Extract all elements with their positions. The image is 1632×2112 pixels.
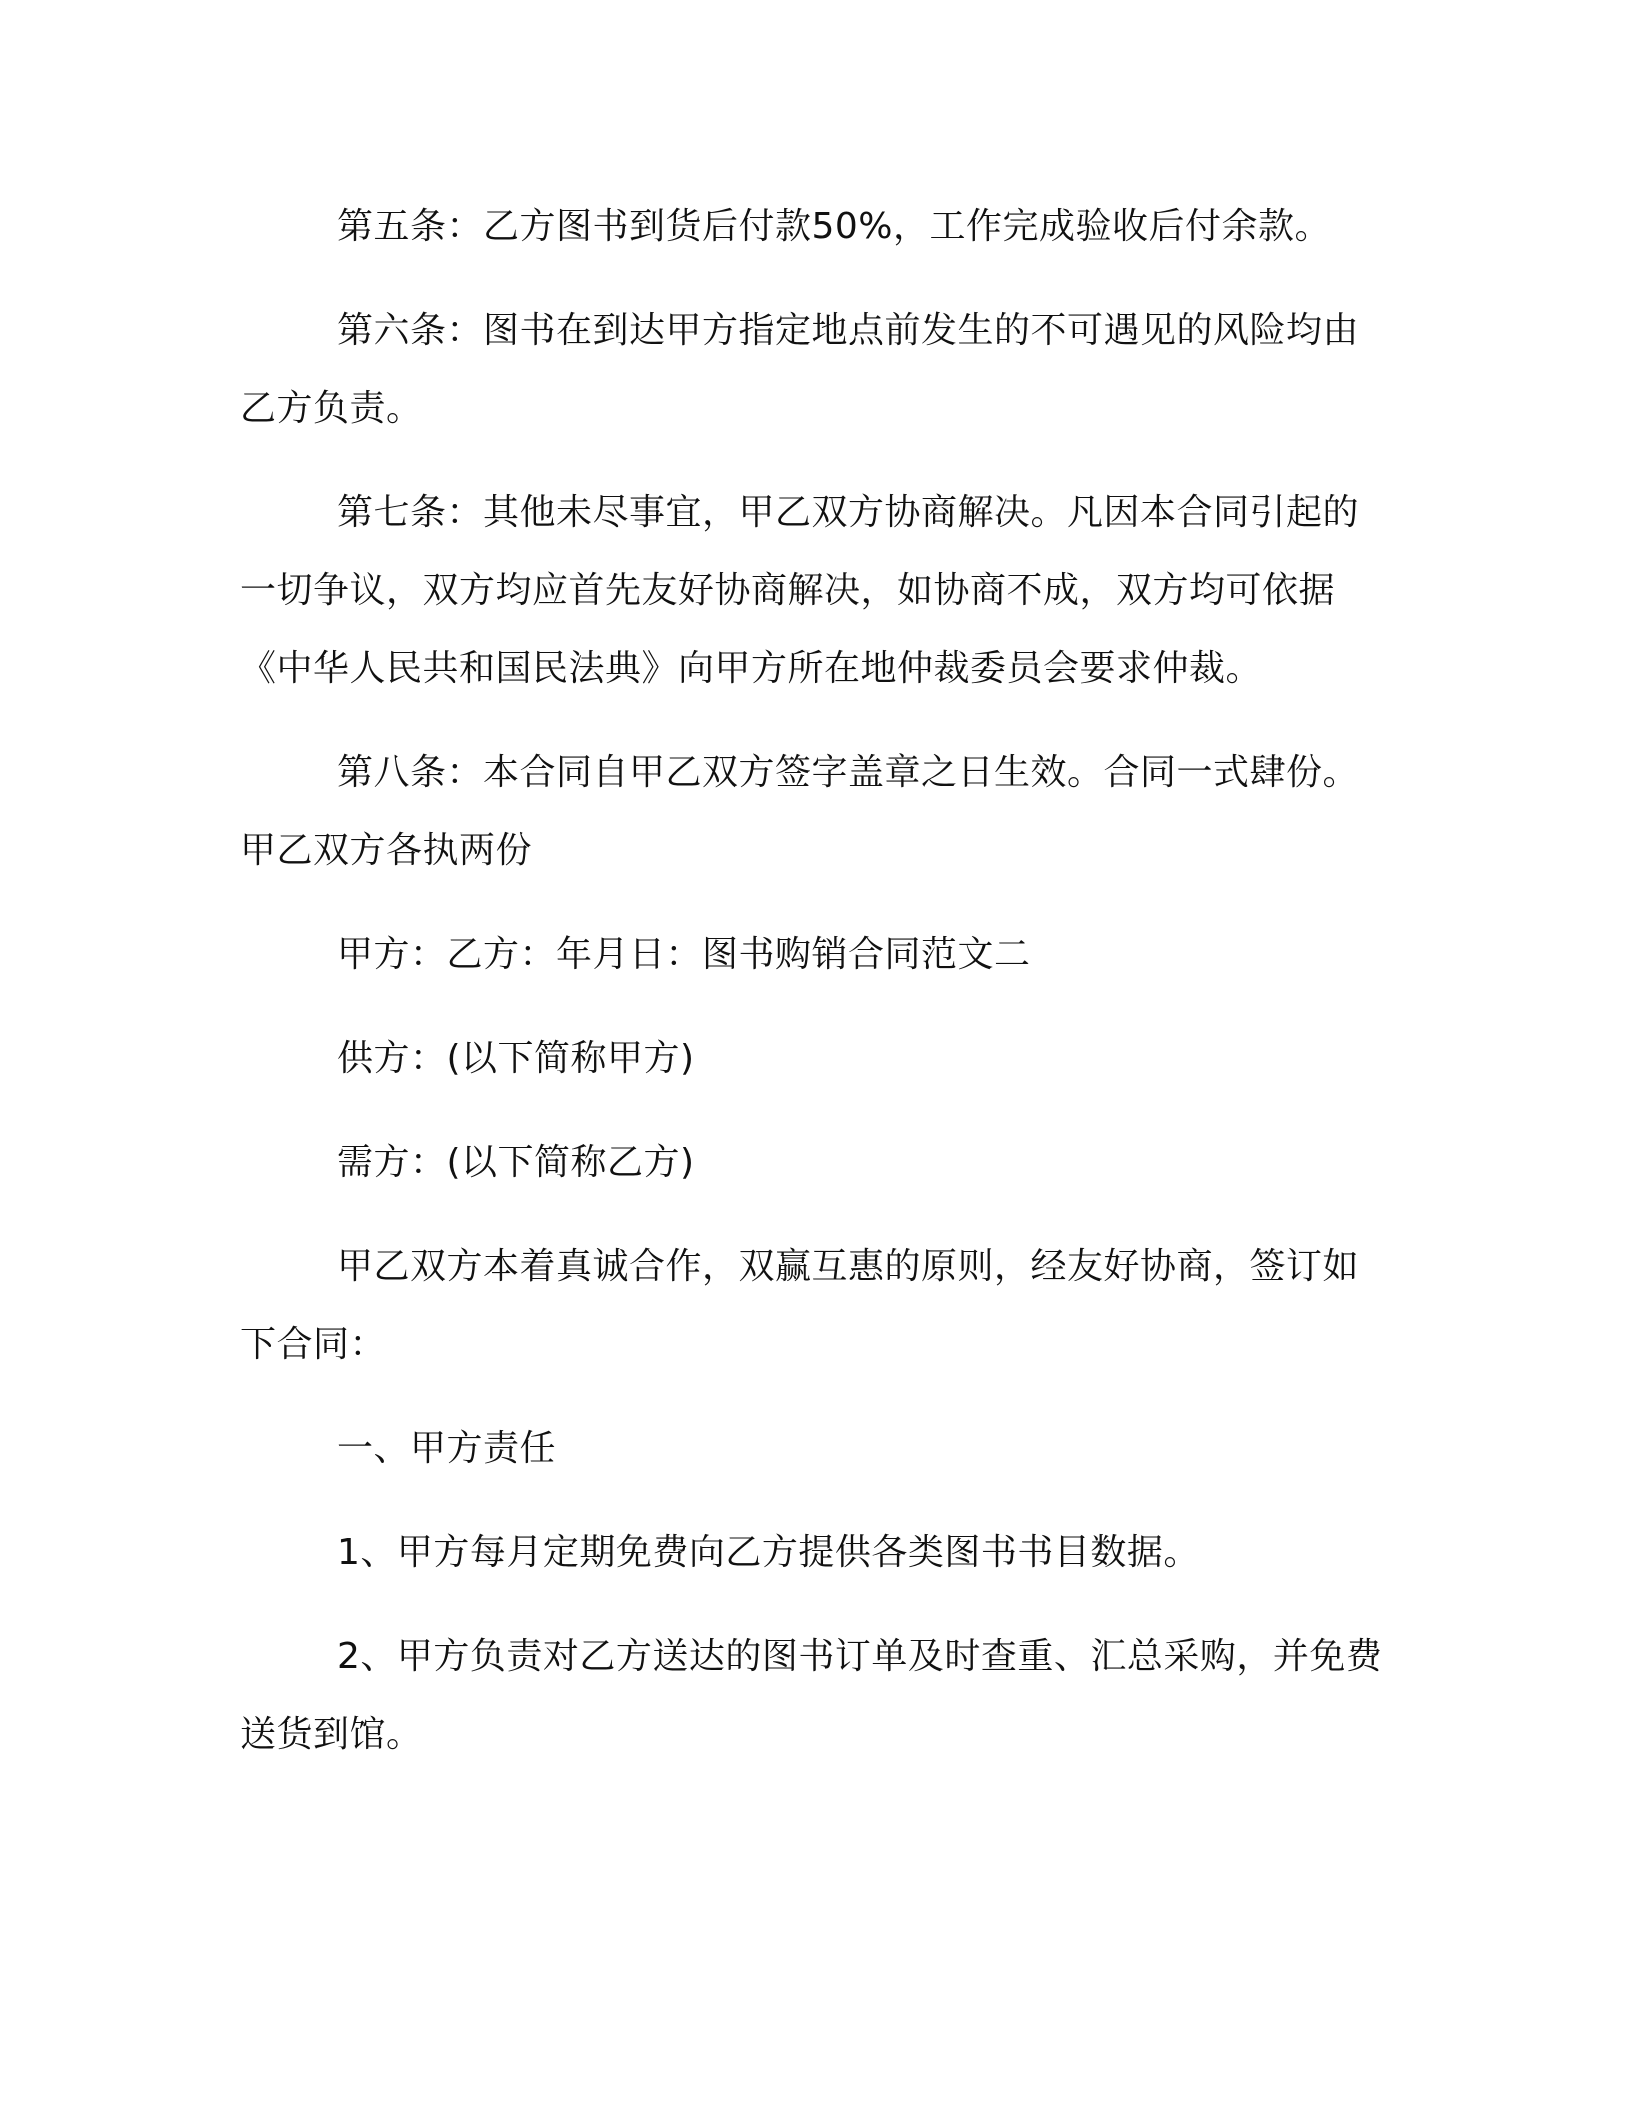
party-a-item-1: 1、甲方每月定期免费向乙方提供各类图书书目数据。 [337, 1532, 1200, 1573]
section-heading-party-a: 一、甲方责任 [337, 1428, 557, 1469]
preamble: 甲乙双方本着真诚合作，双赢互惠的原则，经友好协商，签订如下合同： [240, 1246, 1360, 1365]
supplier-line: 供方：(以下简称甲方) [337, 1038, 695, 1079]
party-a-item-2: 2、甲方负责对乙方送达的图书订单及时查重、汇总采购，并免费送货到馆。 [240, 1636, 1383, 1755]
clause-8: 第八条：本合同自甲乙双方签字盖章之日生效。合同一式肆份。甲乙双方各执两份 [240, 752, 1360, 871]
document-body [240, 188, 1392, 1800]
buyer-line: 需方：(以下简称乙方) [337, 1142, 695, 1183]
clause-5: 第五条：乙方图书到货后付款50%，工作完成验收后付余款。 [337, 206, 1332, 247]
signature-line: 甲方：乙方：年月日：图书购销合同范文二 [337, 934, 1031, 975]
clause-7: 第七条：其他未尽事宜，甲乙双方协商解决。凡因本合同引起的一切争议，双方均应首先友好协商解决，如协商不成，双方均可依据《中华人民共和国民法典》向甲方所在地仲裁委员会要求仲裁。 [240, 492, 1360, 689]
clause-6: 第六条：图书在到达甲方指定地点前发生的不可遇见的风险均由乙方负责。 [240, 310, 1360, 429]
